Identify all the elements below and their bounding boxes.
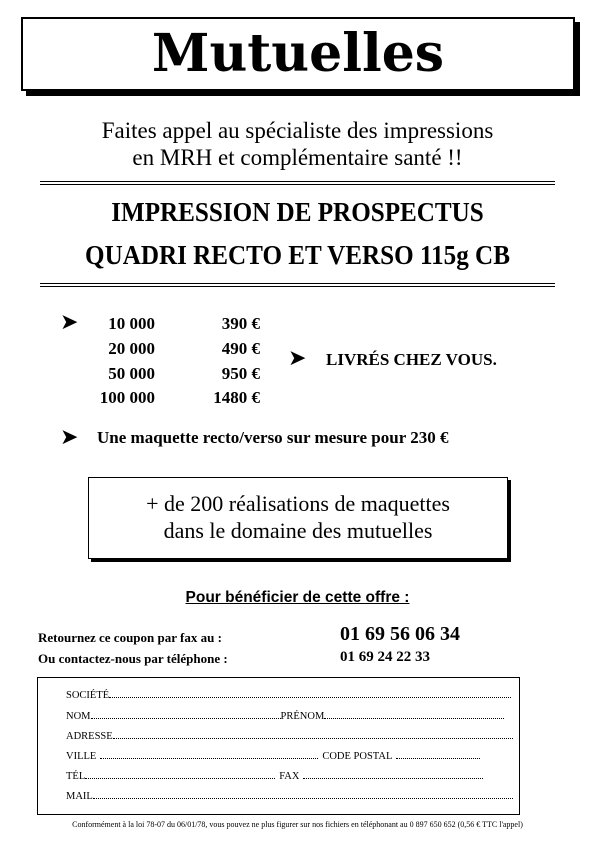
price-amount: 1480 €	[213, 388, 260, 407]
form-row-societe	[66, 688, 511, 701]
mockup-offer: Une maquette recto/verso sur mesure pour 230 €	[97, 428, 449, 447]
headline-line-1: IMPRESSION DE PROSPECTUS	[111, 197, 484, 227]
price-quantity: 10 000	[108, 314, 155, 333]
price-amount: 950 €	[221, 364, 260, 383]
price-amount: 490 €	[221, 339, 260, 358]
fax-field[interactable]	[303, 769, 483, 779]
ville-label: VILLE	[66, 751, 97, 762]
code-postal-field[interactable]	[396, 749, 480, 759]
experience-line-2: dans le domaine des mutuelles	[163, 518, 433, 543]
code-postal-label: CODE POSTAL	[322, 751, 393, 762]
tel-field[interactable]	[85, 769, 275, 779]
mail-field[interactable]	[93, 789, 513, 799]
adresse-label: ADRESSE	[66, 731, 113, 742]
arrow-right-icon: ➤	[60, 310, 79, 335]
intro-line-1: Faites appel au spécialiste des impressions	[101, 118, 494, 143]
prenom-field[interactable]	[324, 709, 504, 719]
tel-label: TÉL	[66, 771, 86, 782]
arrow-right-icon: ➤	[288, 346, 307, 371]
ville-field[interactable]	[100, 749, 318, 759]
mail-label: MAIL	[66, 791, 93, 802]
form-row-ville	[66, 749, 480, 762]
form-row-mail	[66, 789, 513, 802]
societe-label: SOCIÉTÉ	[66, 690, 110, 701]
societe-field[interactable]	[109, 688, 511, 698]
price-quantity: 50 000	[108, 364, 155, 383]
nom-field[interactable]	[91, 709, 281, 719]
title-box	[21, 17, 575, 91]
divider-bottom	[40, 283, 555, 287]
delivery-note: LIVRÉS CHEZ VOUS.	[326, 350, 497, 369]
intro-line-2: en MRH et complémentaire santé !!	[132, 145, 463, 170]
phone-label: Ou contactez-nous par téléphone :	[38, 651, 228, 666]
form-row-adresse	[66, 729, 513, 742]
arrow-right-icon: ➤	[60, 425, 79, 450]
divider-top	[40, 181, 555, 185]
phone-number: 01 69 24 22 33	[340, 649, 430, 665]
price-quantity: 20 000	[108, 339, 155, 358]
experience-line-1: + de 200 réalisations de maquettes	[146, 491, 450, 516]
nom-label: NOM	[66, 711, 91, 722]
fax-label: Retournez ce coupon par fax au :	[38, 630, 222, 645]
experience-box	[88, 477, 508, 559]
form-row-tel	[66, 769, 483, 782]
prenom-label: PRÉNOM	[280, 711, 325, 722]
adresse-field[interactable]	[113, 729, 513, 739]
legal-footer: Conformément à la loi 78-07 du 06/01/78, vous pouvez ne plus figurer sur nos fichiers en téléphonant au 0 897 650 652 (0,56 € TTC l'appel)	[72, 820, 523, 829]
headline-line-2: QUADRI RECTO ET VERSO 115g CB	[85, 240, 510, 270]
benefit-heading: Pour bénéficier de cette offre :	[185, 589, 410, 606]
page-title: Mutuelles	[151, 23, 445, 84]
form-row-nom	[66, 709, 504, 722]
price-quantity: 100 000	[99, 388, 155, 407]
fax-field-label: FAX	[279, 771, 300, 782]
coupon-form	[37, 677, 520, 815]
fax-number: 01 69 56 06 34	[340, 623, 460, 645]
price-amount: 390 €	[221, 314, 260, 333]
